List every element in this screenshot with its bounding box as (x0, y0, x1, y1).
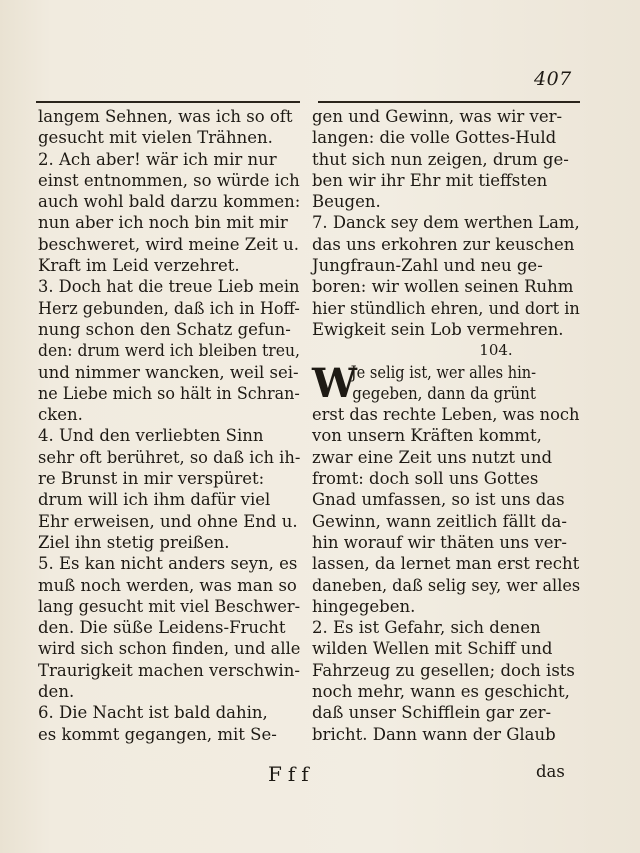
text-line: thut sich nun zeigen, drum ge- (312, 149, 569, 169)
text-line: Ziel ihn stetig preißen. (38, 532, 230, 552)
text-line: lassen, da lernet man erst recht (312, 554, 580, 574)
text-line: Fahrzeug zu gesellen; doch ists (312, 660, 575, 680)
text-line: Gewinn, wann zeitlich fällt da- (312, 511, 567, 531)
text-line: 5. Es kan nicht anders seyn, es (38, 554, 298, 574)
text-line: muß noch werden, was man so (38, 575, 297, 595)
text-line: von unsern Kräften kommt, (312, 426, 542, 446)
right-column-bottom-block (312, 404, 580, 745)
text-line: boren: wir wollen seinen Ruhm (312, 277, 574, 297)
text-line: Herz gebunden, daß ich in Hoff- (38, 298, 300, 318)
text-line: den. (38, 682, 75, 702)
text-line: 7. Danck sey dem werthen Lam, (312, 213, 580, 233)
text-line: langem Sehnen, was ich so oft (38, 107, 293, 126)
text-line: auch wohl bald darzu kommen: (38, 192, 301, 212)
drop-cap-letter: W (312, 359, 357, 407)
header-rule-right (318, 101, 580, 103)
text-line: hin worauf wir thäten uns ver- (312, 532, 567, 552)
left-text-column (38, 106, 300, 745)
right-text-column (312, 106, 580, 745)
text-line: Gnad umfassen, so ist uns das (312, 490, 565, 510)
text-line: Traurigkeit machen verschwin- (38, 660, 300, 680)
text-line: das uns erkohren zur keuschen (312, 234, 575, 254)
text-line: ne Liebe mich so hält in Schran- (38, 383, 300, 403)
text-line: 2. Ach aber! wär ich mir nur (38, 149, 277, 169)
text-line: nung schon den Schatz gefun- (38, 319, 291, 339)
right-column-top-block (312, 106, 580, 340)
text-line: daß unser Schifflein gar zer- (312, 703, 552, 723)
text-line: erst das rechte Leben, was noch (312, 405, 580, 425)
signature-mark: Fff (268, 762, 315, 786)
text-line: den: drum werd ich bleiben treu, (38, 341, 300, 361)
text-line: noch mehr, wann es geschicht, (312, 682, 570, 702)
text-line: wilden Wellen mit Schiff und (312, 639, 553, 659)
text-line: wird sich schon finden, und alle (38, 639, 301, 659)
text-line: gegeben, dann da grünt (352, 383, 536, 403)
text-line: Kraft im Leid verzehret. (38, 256, 240, 276)
text-line: bricht. Dann wann der Glaub (312, 724, 556, 744)
drop-cap-lines (312, 359, 580, 407)
text-line: Jungfraun-Zahl und neu ge- (312, 256, 543, 276)
text-line: den. Die süße Leidens-Frucht (38, 618, 286, 638)
text-line: cken. (38, 405, 83, 425)
text-line: drum will ich ihm dafür viel (38, 490, 271, 510)
text-line: hingegeben. (312, 596, 416, 616)
text-line: fromt: doch soll uns Gottes (312, 469, 539, 489)
text-line: sehr oft berühret, so daß ich ih- (38, 447, 301, 467)
text-line: Beugen. (312, 192, 381, 212)
text-line: lang gesucht mit viel Beschwer- (38, 596, 301, 616)
text-line: gesucht mit vielen Trähnen. (38, 128, 273, 148)
text-line: nun aber ich noch bin mit mir (38, 213, 288, 233)
text-line: Ewigkeit sein Lob vermehren. (312, 319, 564, 339)
hymn-number: 104. (479, 341, 513, 360)
catchword: das (536, 762, 565, 781)
page-number: 407 (534, 68, 572, 90)
text-line: und nimmer wancken, weil sei- (38, 362, 299, 382)
text-line: daneben, daß selig sey, wer alles (312, 575, 581, 595)
text-line: 4. Und den verliebten Sinn (38, 426, 264, 446)
text-line: Ehr erweisen, und ohne End u. (38, 511, 298, 531)
text-line: ben wir ihr Ehr mit tieffsten (312, 170, 548, 190)
text-line: re Brunst in mir verspüret: (38, 469, 265, 489)
text-line: 3. Doch hat die treue Lieb mein (38, 277, 300, 297)
text-line: Je selig ist, wer alles hin- (350, 362, 537, 382)
text-line: 6. Die Nacht ist bald dahin, (38, 703, 268, 723)
header-rule-left (36, 101, 300, 103)
text-line: hier stündlich ehren, und dort in (312, 298, 580, 318)
text-line: 2. Es ist Gefahr, sich denen (312, 618, 541, 638)
text-line: es kommt gegangen, mit Se- (38, 724, 277, 744)
text-line: langen: die volle Gottes-Huld (312, 128, 557, 148)
text-line: beschweret, wird meine Zeit u. (38, 234, 299, 254)
text-line: gen und Gewinn, was wir ver- (312, 107, 563, 126)
hymn-opening (312, 359, 580, 407)
text-line: zwar eine Zeit uns nutzt und (312, 447, 553, 467)
text-line: einst entnommen, so würde ich (38, 170, 300, 190)
